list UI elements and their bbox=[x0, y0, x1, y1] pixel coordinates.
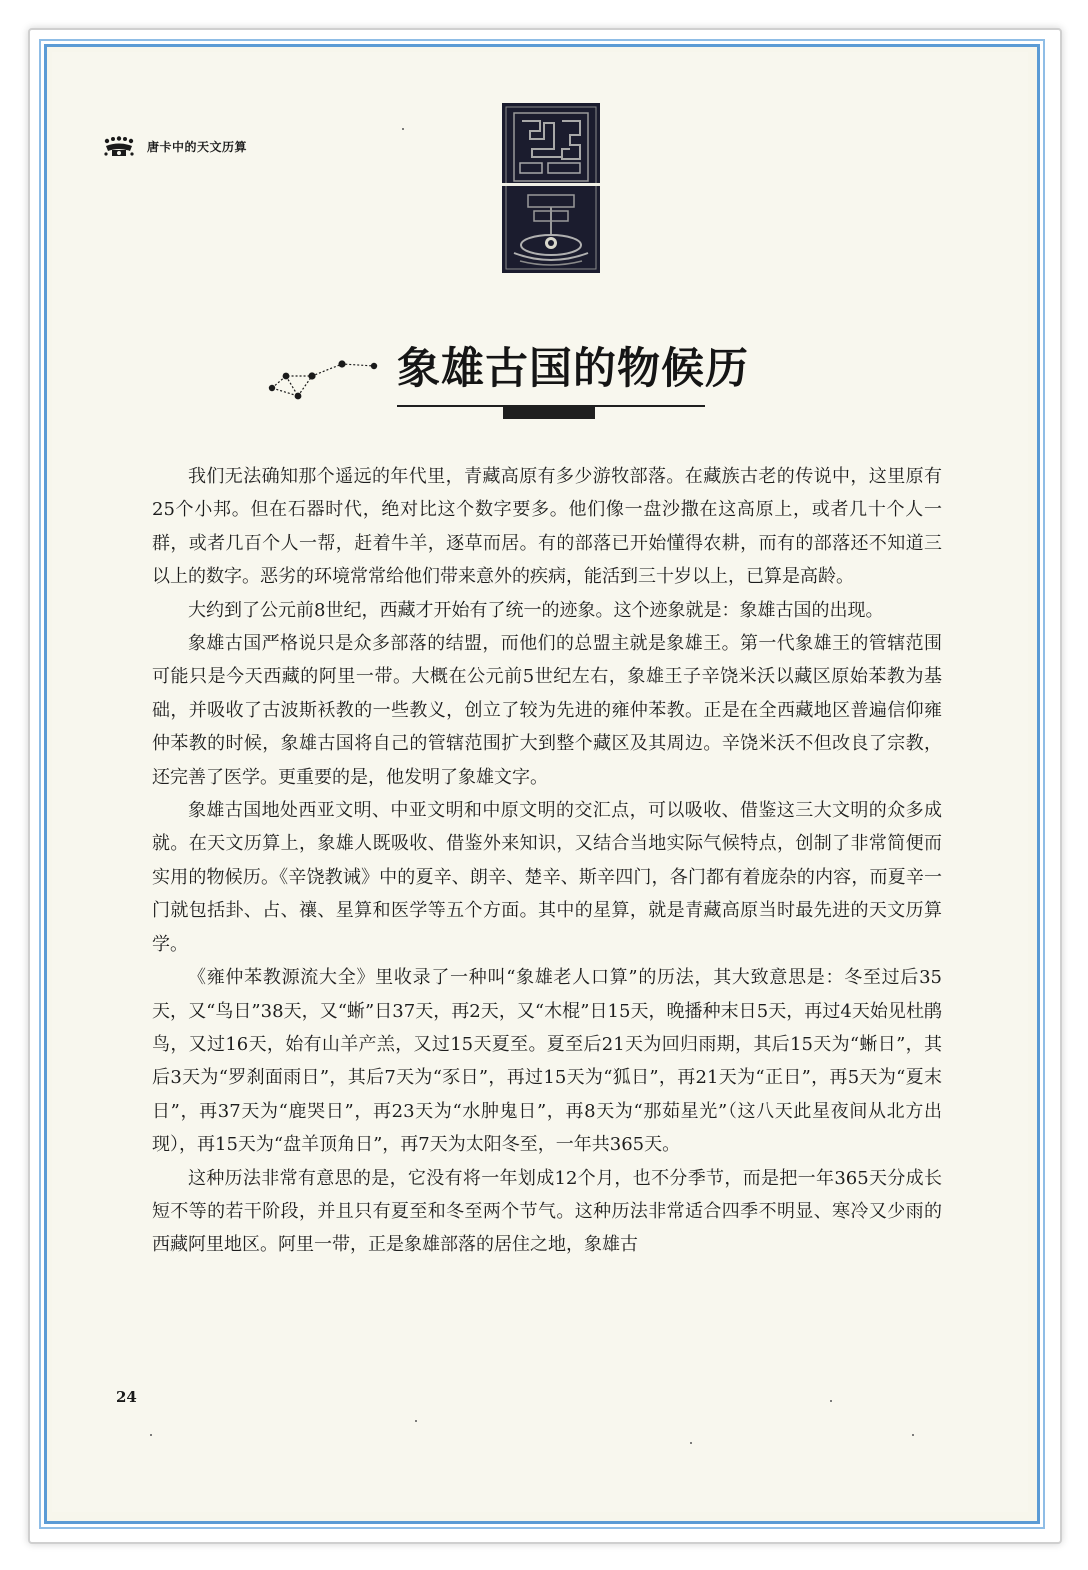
scan-speck bbox=[830, 1400, 832, 1402]
scan-speck bbox=[415, 1420, 417, 1422]
scan-speck bbox=[402, 128, 404, 130]
ornament-icon bbox=[103, 136, 135, 158]
paragraph: 这种历法非常有意思的是，它没有将一年划成12个月，也不分季节，而是把一年365天分成长短不等的若干阶段，并且只有夏至和冬至两个节气。这种历法非常适合四季不明显、寒冷又少雨的西藏阿里地区。阿里一带，正是象雄部落的居住之地，象雄古 bbox=[152, 1167, 942, 1256]
paragraph: 我们无法确知那个遥远的年代里，青藏高原有多少游牧部落。在藏族古老的传说中，这里原有25个小邦。但在石器时代，绝对比这个数字要多。他们像一盘沙撒在这高原上，或者几十个人一群，或者几百个人一帮，赶着牛羊，逐草而居。有的部落已开始懂得农耕，而有的部落还不知道三以上的数字。恶劣的环境常常给他们带来意外的疾病，能活到三十岁以上，已算是高龄。 bbox=[152, 466, 942, 588]
chapter-title: 象雄古国的物候历 bbox=[397, 344, 749, 394]
scan-speck bbox=[912, 1434, 914, 1436]
title-underline-block bbox=[503, 407, 595, 419]
paragraph: 《雍仲苯教源流大全》里收录了一种叫“象雄老人口算”的历法，其大致意思是：冬至过后35天，又“鸟日”38天，又“蜥”日37天，再2天，又“木棍”日15天，晚播种末日5天，再过4天始见杜鹃鸟，又过16天，始有山羊产羔，又过15天夏至。夏至后21天为回归雨期，其后15天为“蜥日”，其后3天为“罗刹面雨日”，其后7天为“豕日”，再过15天为“狐日”，再21天为“正日”，再5天为“夏末日”，再37天为“鹿哭日”，再23天为“水肿鬼日”，再8天为“那茹星光”（这八天此星夜间从北方出现），再15天为“盘羊顶角日”，再7天为太阳冬至，一年共365天。 bbox=[152, 967, 942, 1156]
paragraph: 象雄古国地处西亚文明、中亚文明和中原文明的交汇点，可以吸收、借鉴这三大文明的众多成就。在天文历算上，象雄人既吸收、借鉴外来知识，又结合当地实际气候特点，创制了非常简便而实用的物候历。《辛饶教诫》中的夏辛、朗辛、楚辛、斯辛四门，各门都有着庞杂的内容，而夏辛一门就包括卦、占、禳、星算和医学等五个方面。其中的星算，就是青藏高原当时最先进的天文历算学。 bbox=[152, 800, 942, 955]
running-header: 唐卡中的天文历算 bbox=[147, 140, 248, 154]
paragraph: 大约到了公元前8世纪，西藏才开始有了统一的迹象。这个迹象就是：象雄古国的出现。 bbox=[188, 599, 884, 621]
constellation-icon bbox=[262, 356, 384, 406]
scan-speck bbox=[690, 1442, 692, 1444]
page-number: 24 bbox=[116, 1388, 137, 1406]
paragraph: 象雄古国严格说只是众多部落的结盟，而他们的总盟主就是象雄王。第一代象雄王的管辖范围可能只是今天西藏的阿里一带。大概在公元前5世纪左右，象雄王子辛饶米沃以藏区原始苯教为基础，并吸收了古波斯袄教的一些教义，创立了较为先进的雍仲苯教。正是在全西藏地区普遍信仰雍仲苯教的时候，象雄古国将自己的管辖范围扩大到整个藏区及其周边。辛饶米沃不但改良了宗教，还完善了医学。更重要的是，他发明了象雄文字。 bbox=[152, 633, 942, 788]
body-text bbox=[152, 460, 942, 1262]
thangka-icon bbox=[502, 103, 600, 273]
scan-speck bbox=[150, 1434, 152, 1436]
